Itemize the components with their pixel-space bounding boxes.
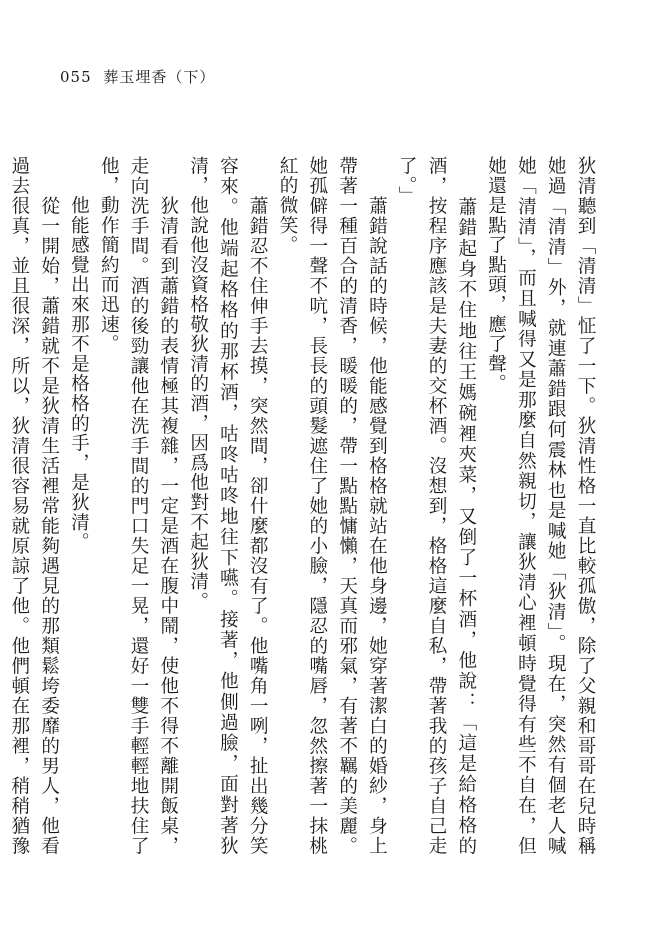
- paragraph: 蕭錯起身不住地往王媽碗裡夾菜，又倒了一杯酒，他說：「這是給格格的酒，按程序應該是夫妻的交杯酒。沒想到，格格這麼自私，帶著我的孩子自己走了。」: [396, 156, 477, 856]
- paragraph: 他能感覺出來那不是格格的手，是狄清。: [68, 156, 90, 552]
- book-title: 葬玉埋香（下）: [103, 68, 216, 86]
- page-number: 055: [60, 68, 92, 86]
- paragraph: 狄清聽到「清清」怔了一下。狄清性格一直比較孤傲，除了父親和哥哥在兒時稱她過「清清」外，就連蕭錯跟何震林也是喊她「狄清」。現在，突然有個老人喊她「清清」，而且喊得又是那麼自然親切，讓狄清心裡頓時覺得有些不自在，但她還是點了點頭，應了聲。: [485, 156, 596, 856]
- vertical-text-body: [8, 156, 600, 856]
- paragraph: 蕭錯忍不住伸手去摸，突然間，卻什麼都沒有了。他嘴角一咧，扯出幾分笑容來。他端起格格的那杯酒，咕咚咕咚地往下嚥。接著，他側過臉，面對著狄清，他說他沒資格敬狄清的酒，因爲他對不起狄清。: [187, 156, 269, 856]
- running-header: [60, 66, 215, 87]
- paragraph: 蕭錯說話的時候，他能感覺到格格就站在他身邊，她穿著潔白的婚紗，身上帶著一種百合的清香，暖暖的，帶一點點慵懶，天真而邪氣，有著不羈的美麗。她孤僻得一聲不吭，長長的頭髮遮住了她的小臉，隱忍的嘴唇，忽然擦著一抹桃紅的微笑。: [277, 156, 388, 856]
- paragraph: 從一開始，蕭錯就不是狄清生活裡常能夠遇見的那類鬆垮委靡的男人，他看過去很真，並且很深，所以，狄清很容易就原諒了他。他們頓在那裡，稍稍猶豫: [8, 156, 60, 856]
- paragraph: 狄清看到蕭錯的表情極其複雜，一定是酒在腹中鬧，使他不得不離開飯桌，走向洗手間。酒的後勁讓他在洗手間的門口失足一晃，還好一雙手輕輕地扶住了他，動作簡約而迅速。: [98, 156, 179, 856]
